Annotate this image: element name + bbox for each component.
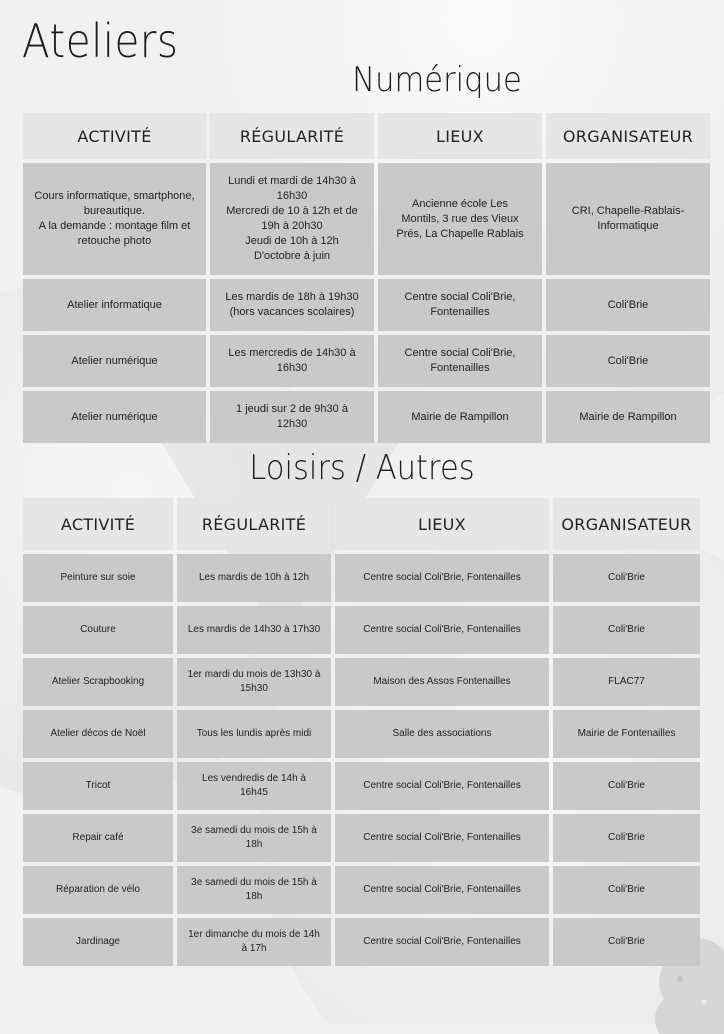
table-header-row [23, 498, 700, 550]
table-loisirs [19, 494, 704, 970]
table-row [23, 391, 710, 443]
cell-organisateur: Coli'Brie [553, 554, 700, 602]
table-row [23, 606, 700, 654]
table-row [23, 163, 710, 275]
cell-lieux: Centre social Coli'Brie, Fontenailles [335, 814, 549, 862]
cell-regularite: Les vendredis de 14h à 16h45 [177, 762, 331, 810]
cell-lieux: Ancienne école Les Montils, 3 rue des Vieux Prés, La Chapelle Rablais [378, 163, 542, 275]
cell-organisateur: Mairie de Rampillon [546, 391, 710, 443]
cell-lieux: Mairie de Rampillon [378, 391, 542, 443]
cell-organisateur: CRI, Chapelle-Rablais-Informatique [546, 163, 710, 275]
cell-lieux: Maison des Assos Fontenailles [335, 658, 549, 706]
cell-regularite: Lundi et mardi de 14h30 à 16h30 Mercredi de 10 à 12h et de 19h à 20h30 Jeudi de 10h à 12h D'octobre à juin [210, 163, 374, 275]
cell-organisateur: Coli'Brie [553, 606, 700, 654]
cell-regularite: Les mardis de 18h à 19h30 (hors vacances scolaires) [210, 279, 374, 331]
cell-lieux: Centre social Coli'Brie, Fontenailles [335, 554, 549, 602]
cell-regularite: 1er mardi du mois de 13h30 à 15h30 [177, 658, 331, 706]
table-row [23, 866, 700, 914]
cell-regularite: 3e samedi du mois de 15h à 18h [177, 814, 331, 862]
cell-activite: Atelier Scrapbooking [23, 658, 173, 706]
cell-regularite: Les mercredis de 14h30 à 16h30 [210, 335, 374, 387]
section-heading-numerique: Numérique [352, 60, 522, 100]
cell-organisateur: FLAC77 [553, 658, 700, 706]
cell-lieux: Centre social Coli'Brie, Fontenailles [335, 918, 549, 966]
cell-regularite: 3e samedi du mois de 15h à 18h [177, 866, 331, 914]
cell-organisateur: Mairie de Fontenailles [553, 710, 700, 758]
cell-lieux: Centre social Coli'Brie, Fontenailles [335, 866, 549, 914]
cell-activite: Réparation de vélo [23, 866, 173, 914]
column-header-regularite: RÉGULARITÉ [177, 498, 331, 550]
column-header-lieux: LIEUX [335, 498, 549, 550]
section-heading-loisirs: Loisirs / Autres [249, 448, 475, 488]
page-title: Ateliers [22, 14, 179, 68]
cell-lieux: Centre social Coli'Brie, Fontenailles [378, 335, 542, 387]
table-row [23, 335, 710, 387]
column-header-activite: ACTIVITÉ [23, 113, 206, 159]
column-header-organisateur: ORGANISATEUR [546, 113, 710, 159]
table-row [23, 279, 710, 331]
table-row [23, 918, 700, 966]
cell-organisateur: Coli'Brie [553, 866, 700, 914]
cell-activite: Couture [23, 606, 173, 654]
cell-regularite: 1er dimanche du mois de 14h à 17h [177, 918, 331, 966]
table-row [23, 658, 700, 706]
column-header-lieux: LIEUX [378, 113, 542, 159]
cell-activite: Tricot [23, 762, 173, 810]
cell-activite: Cours informatique, smartphone, bureautique. A la demande : montage film et retouche photo [23, 163, 206, 275]
cell-regularite: Tous les lundis après midi [177, 710, 331, 758]
column-header-regularite: RÉGULARITÉ [210, 113, 374, 159]
cell-activite: Repair café [23, 814, 173, 862]
table-row [23, 762, 700, 810]
column-header-organisateur: ORGANISATEUR [553, 498, 700, 550]
cell-lieux: Salle des associations [335, 710, 549, 758]
cell-activite: Atelier numérique [23, 335, 206, 387]
cell-activite: Atelier décos de Noël [23, 710, 173, 758]
cell-regularite: Les mardis de 14h30 à 17h30 [177, 606, 331, 654]
cell-organisateur: Coli'Brie [553, 814, 700, 862]
table-numerique [19, 109, 714, 447]
cell-regularite: Les mardis de 10h à 12h [177, 554, 331, 602]
cell-activite: Atelier informatique [23, 279, 206, 331]
cell-activite: Peinture sur soie [23, 554, 173, 602]
table-row [23, 710, 700, 758]
cell-regularite: 1 jeudi sur 2 de 9h30 à 12h30 [210, 391, 374, 443]
cell-activite: Jardinage [23, 918, 173, 966]
cell-organisateur: Coli'Brie [553, 762, 700, 810]
table-row [23, 554, 700, 602]
table-row [23, 814, 700, 862]
cell-lieux: Centre social Coli'Brie, Fontenailles [378, 279, 542, 331]
column-header-activite: ACTIVITÉ [23, 498, 173, 550]
cell-lieux: Centre social Coli'Brie, Fontenailles [335, 606, 549, 654]
cell-activite: Atelier numérique [23, 391, 206, 443]
cell-lieux: Centre social Coli'Brie, Fontenailles [335, 762, 549, 810]
table-header-row [23, 113, 710, 159]
cell-organisateur: Coli'Brie [546, 279, 710, 331]
cell-organisateur: Coli'Brie [546, 335, 710, 387]
cell-organisateur: Coli'Brie [553, 918, 700, 966]
